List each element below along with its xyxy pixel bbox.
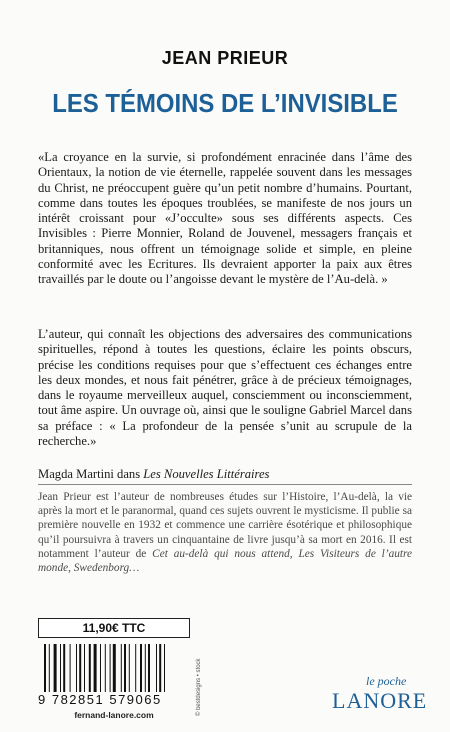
barcode-icon <box>44 644 184 692</box>
section-divider <box>38 484 412 485</box>
publisher-logo <box>332 674 428 714</box>
bio-text: Jean Prieur est l’auteur de nombreuses études sur l’Histoire, l’Au-delà, la vie après la mort et le paranormal, quand ces sujets ouvrent le mysticisme. Il publie sa première nouvelle en 1932 et commence une carrière ésotérique et philosophique qu’il poursuivra à travers un cinquantaine de livre jusqu’à sa mort en 2016. Il est notamment l’auteur de <box>38 491 412 560</box>
quote-paragraph-1: «La croyance en la survie, si profondément enracinée dans l’âme des Orientaux, la notion de vie éternelle, rappelée souvent dans les messages du Christ, ne préoccupent guère qu’un petit nombre d’humains. Pourtant, comme dans toutes les époques troublées, se manifeste de nos jours un intérêt croissant pour «J’occulte» sous ses différents aspects. Ces Invisibles : Pierre Monnier, Roland de Jouvenel, messagers français et britanniques, nous offrent un témoignage solide et simple, en pleine conformité avec les Ecritures. Ils devraient apporter la paix aux êtres travaillés par le doute ou l’angoisse devant le mystère de l’Au-delà. » <box>38 150 412 287</box>
author-bio <box>38 490 412 575</box>
barcode-block <box>38 618 190 722</box>
publisher-logo-big: LANORE <box>332 688 428 713</box>
signature-source: Les Nouvelles Littéraires <box>143 467 270 481</box>
quote-paragraph-2: L’auteur, qui connaît les objections des adversaires des communications spirituelles, répond à toutes les questions, éclaire les points obscurs, précise les conditions requises pour que s’effectuent ces échanges entre les deux mondes, et nous fait pénétrer, grâce à de précieux témoignages, dans le royaume merveilleux auquel, consciemment ou inconsciemment, tout âme aspire. Un ouvrage où, ainsi que le souligne Gabriel Marcel dans sa préface : « La profondeur de la pensée s’unit au scrupule de la recherche.» <box>38 327 412 449</box>
cover-credit: © bestdesigns • stock <box>196 658 202 716</box>
isbn-number: 9 782851 579065 <box>38 692 162 707</box>
price-label: 11,90€ TTC <box>38 618 190 638</box>
publisher-website: fernand-lanore.com <box>74 710 154 720</box>
author-name: JEAN PRIEUR <box>161 48 289 68</box>
publisher-logo-small: le poche <box>366 674 407 688</box>
book-title: LES TÉMOINS DE L’INVISIBLE <box>52 88 398 118</box>
signature-prefix: Magda Martini dans <box>38 467 144 481</box>
quote-signature <box>38 467 412 482</box>
bio-books: Cet au-delà qui nous attend, Les Visiteurs de l’autre monde, Swedenborg… <box>38 547 413 575</box>
